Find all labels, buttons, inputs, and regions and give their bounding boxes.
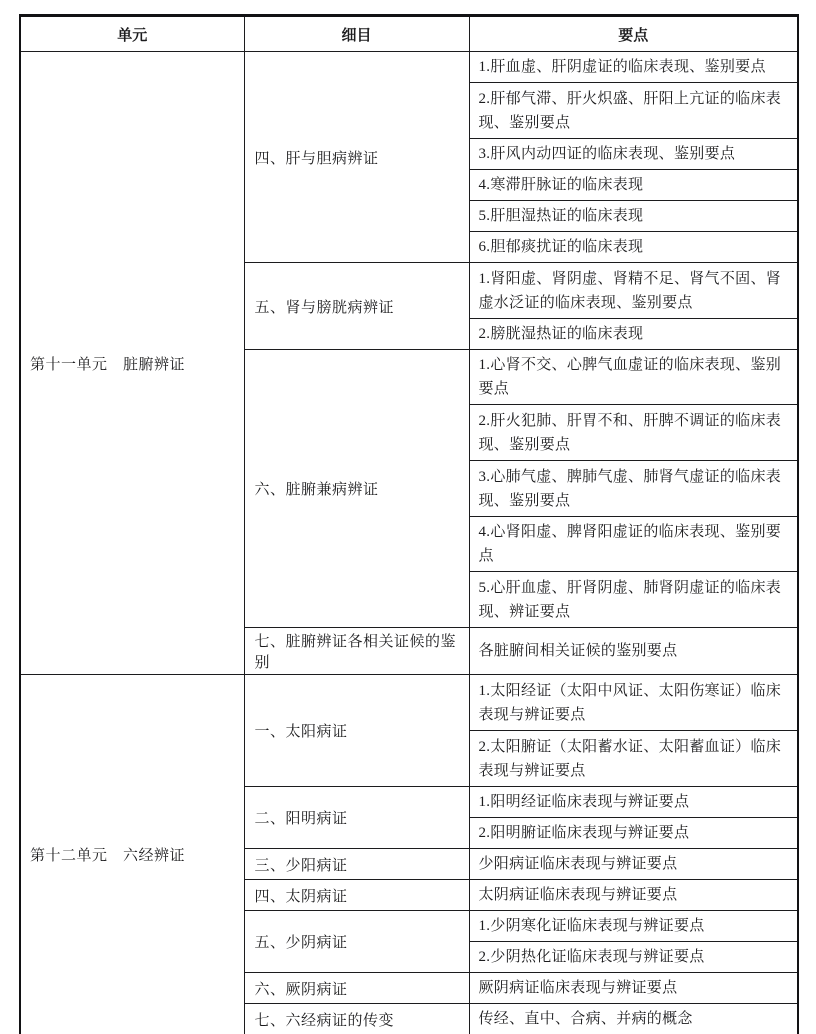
point-cell: 传经、直中、合病、并病的概念 xyxy=(469,1004,798,1034)
point-cell: 2.太阳腑证（太阳蓄水证、太阳蓄血证）临床表现与辨证要点 xyxy=(469,731,798,787)
unit-cell-11: 第十一单元 脏腑辨证 xyxy=(20,52,244,675)
point-cell: 5.肝胆湿热证的临床表现 xyxy=(469,201,798,232)
point-cell: 2.肝火犯肺、肝胃不和、肝脾不调证的临床表现、鉴别要点 xyxy=(469,405,798,461)
syllabus-table xyxy=(19,14,799,1034)
point-cell: 太阴病证临床表现与辨证要点 xyxy=(469,880,798,911)
point-cell: 少阳病证临床表现与辨证要点 xyxy=(469,849,798,880)
point-cell: 3.肝风内动四证的临床表现、鉴别要点 xyxy=(469,139,798,170)
subsection-cell: 五、少阴病证 xyxy=(244,911,469,973)
point-cell: 2.肝郁气滞、肝火炽盛、肝阳上亢证的临床表现、鉴别要点 xyxy=(469,83,798,139)
point-cell: 1.太阳经证（太阳中风证、太阳伤寒证）临床表现与辨证要点 xyxy=(469,675,798,731)
subsection-cell: 四、肝与胆病辨证 xyxy=(244,52,469,263)
point-cell: 1.少阴寒化证临床表现与辨证要点 xyxy=(469,911,798,942)
header-unit: 单元 xyxy=(20,16,244,52)
point-cell: 3.心肺气虚、脾肺气虚、肺肾气虚证的临床表现、鉴别要点 xyxy=(469,461,798,517)
unit-cell-12: 第十二单元 六经辨证 xyxy=(20,675,244,1034)
subsection-cell: 一、太阳病证 xyxy=(244,675,469,787)
subsection-cell: 二、阳明病证 xyxy=(244,787,469,849)
point-cell: 6.胆郁痰扰证的临床表现 xyxy=(469,232,798,263)
point-cell: 各脏腑间相关证候的鉴别要点 xyxy=(469,628,798,675)
point-cell: 2.膀胱湿热证的临床表现 xyxy=(469,319,798,350)
table-header-row xyxy=(20,16,798,52)
table-row xyxy=(20,675,798,731)
point-cell: 5.心肝血虚、肝肾阴虚、肺肾阴虚证的临床表现、辨证要点 xyxy=(469,572,798,628)
subsection-cell: 七、六经病证的传变 xyxy=(244,1004,469,1034)
point-cell: 2.阳明腑证临床表现与辨证要点 xyxy=(469,818,798,849)
point-cell: 1.肝血虚、肝阴虚证的临床表现、鉴别要点 xyxy=(469,52,798,83)
subsection-cell: 四、太阴病证 xyxy=(244,880,469,911)
subsection-cell: 六、厥阴病证 xyxy=(244,973,469,1004)
subsection-cell: 六、脏腑兼病辨证 xyxy=(244,350,469,628)
subsection-cell: 七、脏腑辨证各相关证候的鉴别 xyxy=(244,628,469,675)
point-cell: 2.少阴热化证临床表现与辨证要点 xyxy=(469,942,798,973)
subsection-cell: 五、肾与膀胱病辨证 xyxy=(244,263,469,350)
point-cell: 1.阳明经证临床表现与辨证要点 xyxy=(469,787,798,818)
header-subsection: 细目 xyxy=(244,16,469,52)
point-cell: 厥阴病证临床表现与辨证要点 xyxy=(469,973,798,1004)
point-cell: 1.肾阳虚、肾阴虚、肾精不足、肾气不固、肾虚水泛证的临床表现、鉴别要点 xyxy=(469,263,798,319)
point-cell: 4.寒滞肝脉证的临床表现 xyxy=(469,170,798,201)
subsection-cell: 三、少阳病证 xyxy=(244,849,469,880)
point-cell: 1.心肾不交、心脾气血虚证的临床表现、鉴别要点 xyxy=(469,350,798,405)
point-cell: 4.心肾阳虚、脾肾阳虚证的临床表现、鉴别要点 xyxy=(469,517,798,572)
header-points: 要点 xyxy=(469,16,798,52)
table-row xyxy=(20,52,798,83)
